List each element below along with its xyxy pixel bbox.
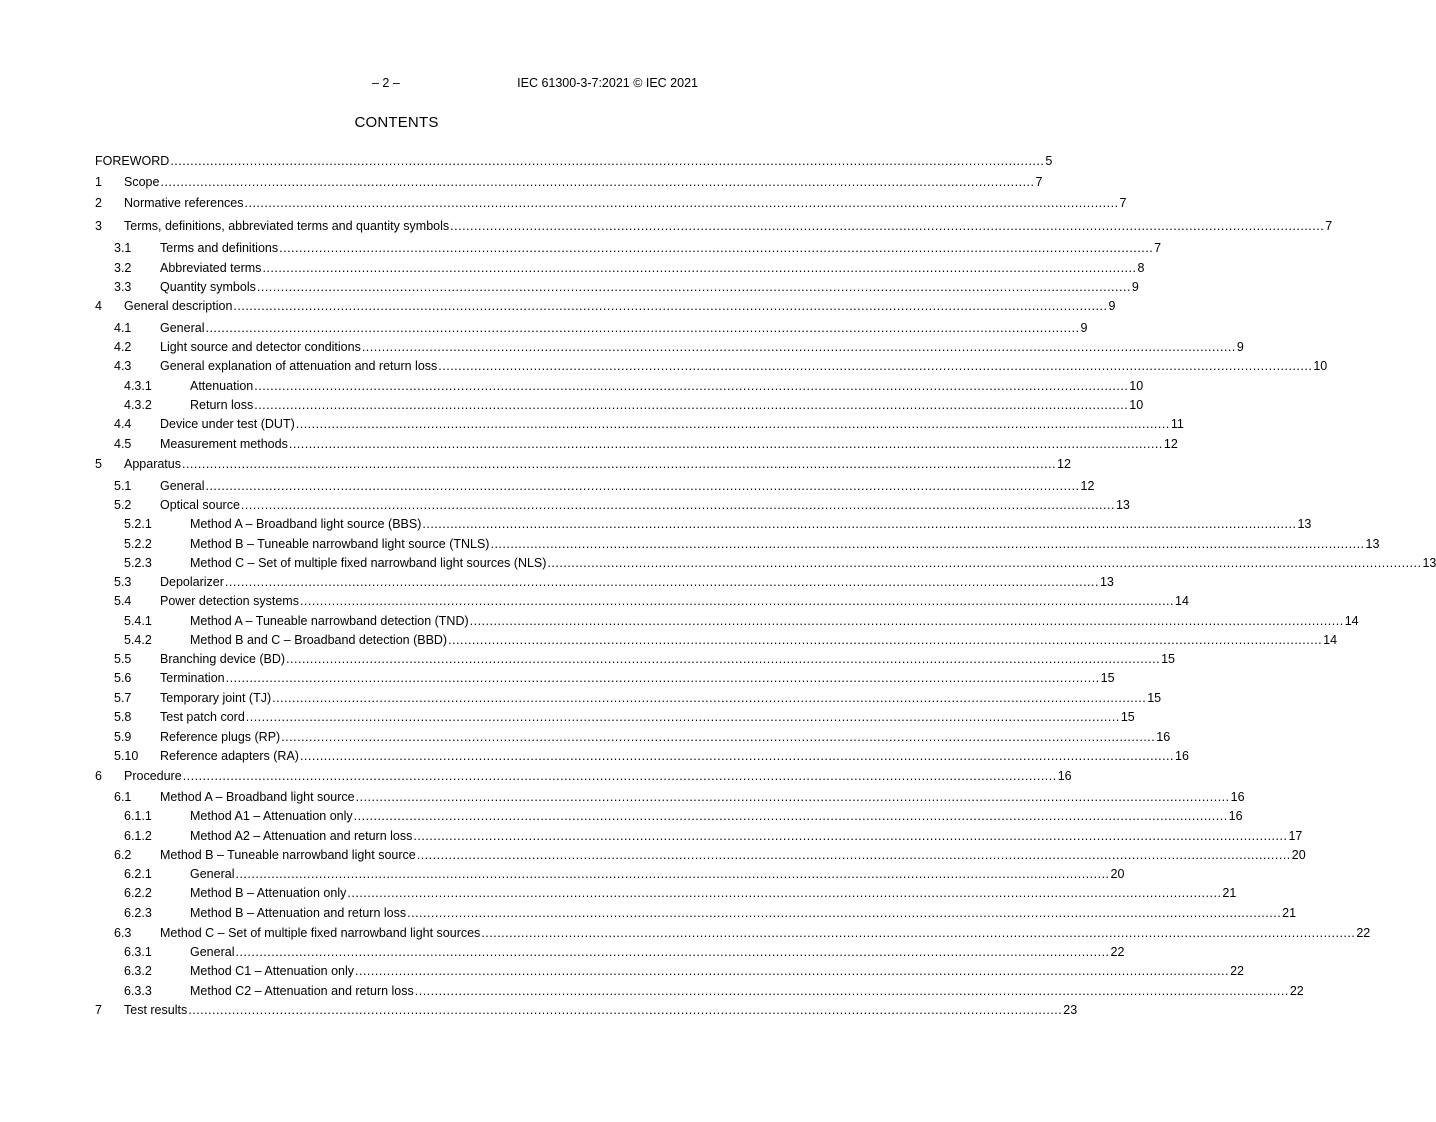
toc-entry-label: Termination (160, 671, 225, 685)
toc-entry-page: 22 (1289, 984, 1304, 998)
toc-entry-label: Method B – Attenuation and return loss (190, 906, 407, 920)
toc-entry-page: 7 (1035, 175, 1043, 189)
toc-entry-number: 3.1 (114, 241, 132, 255)
toc-entry-page: 9 (1080, 321, 1088, 335)
toc-entry[interactable] (95, 416, 1184, 432)
toc-leader-dots: ............................................................................................................................................................................................................................ (205, 321, 1080, 335)
toc-entry-page: 22 (1110, 945, 1125, 959)
toc-leader-dots: ............................................................................................................................................................................................................................ (181, 457, 1057, 471)
toc-entry-line (190, 828, 1303, 844)
toc-leader-dots: ............................................................................................................................................................................................................................ (299, 749, 1174, 763)
toc-leader-dots: ............................................................................................................................................................................................................................ (188, 1003, 1063, 1017)
toc-entry-line (190, 905, 1297, 921)
toc-leader-dots: ............................................................................................................................................................................................................................ (244, 196, 1119, 210)
toc-entry[interactable] (95, 574, 1114, 590)
toc-leader-dots: ............................................................................................................................................................................................................................ (414, 984, 1289, 998)
toc-entry[interactable] (95, 709, 1135, 725)
toc-entry-line (160, 339, 1244, 355)
toc-leader-dots: ............................................................................................................................................................................................................................ (299, 594, 1174, 608)
toc-entry[interactable] (95, 218, 1333, 234)
toc-entry[interactable] (95, 436, 1178, 452)
toc-entry[interactable] (95, 397, 1144, 413)
toc-entry-line (190, 885, 1237, 901)
toc-entry-page: 13 (1115, 498, 1130, 512)
toc-entry-page: 15 (1161, 652, 1176, 666)
toc-entry-page: 7 (1154, 241, 1162, 255)
toc-entry-line (160, 748, 1189, 764)
toc-entry-line (160, 925, 1371, 941)
toc-leader-dots: ............................................................................................................................................................................................................................ (353, 809, 1228, 823)
toc-entry-number: 1 (95, 175, 102, 189)
toc-entry-label: Method A – Broadband light source (160, 790, 355, 804)
toc-entry-label: Depolarizer (160, 575, 224, 589)
toc-entry-page: 14 (1344, 614, 1359, 628)
toc-entry-page: 7 (1325, 219, 1333, 233)
toc-entry-line (160, 497, 1130, 513)
toc-entry[interactable] (95, 593, 1189, 609)
toc-entry-page: 15 (1100, 671, 1115, 685)
toc-entry-number: 6.2 (114, 848, 132, 862)
toc-leader-dots: ............................................................................................................................................................................................................................ (288, 437, 1163, 451)
toc-entry-line (160, 729, 1171, 745)
toc-entry-label: Method B – Tuneable narrowband light source (160, 848, 416, 862)
toc-entry[interactable] (95, 690, 1162, 706)
toc-entry-label: Apparatus (124, 457, 181, 471)
toc-entry-label: Method B – Attenuation only (190, 886, 347, 900)
toc-entry-page: 10 (1129, 379, 1144, 393)
toc-entry[interactable] (95, 670, 1115, 686)
toc-entry-label: Method C1 – Attenuation only (190, 964, 355, 978)
toc-entry-page: 10 (1313, 359, 1328, 373)
toc-entry-line (160, 709, 1135, 725)
toc-entry-number: 5 (95, 457, 102, 471)
toc-entry-label: General explanation of attenuation and return loss (160, 359, 438, 373)
toc-leader-dots: ............................................................................................................................................................................................................................ (256, 280, 1131, 294)
toc-entry-line (190, 632, 1338, 648)
toc-entry-number: 5.1 (114, 479, 132, 493)
toc-leader-dots: ............................................................................................................................................................................................................................ (413, 829, 1288, 843)
toc-entry-number: 6.1.1 (124, 809, 152, 823)
toc-entry[interactable] (95, 866, 1125, 882)
toc-entry-page: 10 (1129, 398, 1144, 412)
toc-leader-dots: ............................................................................................................................................................................................................................ (235, 945, 1110, 959)
toc-entry-line (160, 690, 1162, 706)
toc-entry-number: 5.10 (114, 749, 139, 763)
toc-entry[interactable] (95, 925, 1371, 941)
toc-entry[interactable] (95, 378, 1144, 394)
toc-entry-number: 5.2.2 (124, 537, 152, 551)
toc-entry[interactable] (95, 963, 1244, 979)
toc-entry-label: Measurement methods (160, 437, 288, 451)
toc-entry[interactable] (95, 808, 1243, 824)
toc-entry-page: 17 (1288, 829, 1303, 843)
toc-entry-page: 16 (1230, 790, 1245, 804)
toc-entry[interactable] (95, 983, 1304, 999)
toc-entry-number: 3 (95, 219, 102, 233)
toc-entry-line (160, 593, 1189, 609)
toc-entry-number: 5.2 (114, 498, 132, 512)
toc-entry-page: 9 (1108, 299, 1116, 313)
toc-entry-label: Method A2 – Attenuation and return loss (190, 829, 413, 843)
toc-entry-page: 8 (1137, 261, 1145, 275)
toc-leader-dots: ............................................................................................................................................................................................................................ (233, 299, 1108, 313)
toc-leader-dots: ............................................................................................................................................................................................................................ (547, 556, 1422, 570)
toc-entry-number: 4 (95, 299, 102, 313)
toc-entry-line (124, 456, 1071, 472)
toc-entry-number: 6.1 (114, 790, 132, 804)
toc-entry[interactable] (95, 905, 1297, 921)
toc-entry-line (124, 218, 1333, 234)
toc-entry-number: 4.3.2 (124, 398, 152, 412)
toc-entry-line (190, 555, 1436, 571)
toc-leader-dots: ............................................................................................................................................................................................................................ (355, 790, 1230, 804)
toc-entry-label: Method C2 – Attenuation and return loss (190, 984, 414, 998)
toc-entry-line (160, 651, 1176, 667)
toc-entry-line (160, 574, 1114, 590)
toc-entry-page: 12 (1163, 437, 1178, 451)
toc-entry-label: Power detection systems (160, 594, 299, 608)
toc-entry-line (160, 670, 1115, 686)
toc-entry-page: 16 (1156, 730, 1171, 744)
toc-entry-label: Return loss (190, 398, 254, 412)
toc-entry-label: Terms, definitions, abbreviated terms and quantity symbols (124, 219, 450, 233)
toc-entry-label: Device under test (DUT) (160, 417, 295, 431)
toc-entry-label: General (160, 321, 205, 335)
toc-entry[interactable] (95, 847, 1306, 863)
standard-reference: IEC 61300-3-7:2021 © IEC 2021 (517, 76, 698, 90)
toc-entry[interactable] (95, 153, 1053, 169)
toc-entry-number: 5.9 (114, 730, 132, 744)
toc-entry-line (190, 516, 1312, 532)
toc-leader-dots: ............................................................................................................................................................................................................................ (361, 340, 1236, 354)
toc-entry-number: 5.6 (114, 671, 132, 685)
toc-entry-number: 6.3.1 (124, 945, 152, 959)
toc-entry-label: Temporary joint (TJ) (160, 691, 272, 705)
toc-entry-page: 13 (1099, 575, 1114, 589)
toc-entry-number: 4.3 (114, 359, 132, 373)
toc-entry-line (95, 153, 1053, 169)
toc-entry-label: Method B and C – Broadband detection (BBD) (190, 633, 448, 647)
toc-leader-dots: ............................................................................................................................................................................................................................ (481, 926, 1356, 940)
toc-entry-page: 20 (1110, 867, 1125, 881)
toc-entry-label: Light source and detector conditions (160, 340, 361, 354)
toc-entry-page: 9 (1236, 340, 1244, 354)
toc-entry-page: 11 (1170, 417, 1184, 431)
toc-entry-line (124, 768, 1072, 784)
toc-entry[interactable] (95, 789, 1245, 805)
toc-leader-dots: ............................................................................................................................................................................................................................ (205, 479, 1080, 493)
toc-entry-line (160, 789, 1245, 805)
toc-entry-number: 3.2 (114, 261, 132, 275)
toc-entry-number: 4.2 (114, 340, 132, 354)
toc-entry-label: Attenuation (190, 379, 254, 393)
toc-entry-label: General description (124, 299, 233, 313)
toc-entry-line (160, 260, 1145, 276)
toc-leader-dots: ............................................................................................................................................................................................................................ (450, 219, 1325, 233)
toc-entry-number: 6.3.2 (124, 964, 152, 978)
toc-entry-number: 5.7 (114, 691, 132, 705)
toc-entry-label: Quantity symbols (160, 280, 256, 294)
toc-entry-number: 4.1 (114, 321, 132, 335)
toc-leader-dots: ............................................................................................................................................................................................................................ (224, 575, 1099, 589)
toc-entry-number: 6.2.1 (124, 867, 152, 881)
toc-entry-line (124, 174, 1043, 190)
toc-entry-page: 16 (1228, 809, 1243, 823)
toc-entry-label: General (190, 945, 235, 959)
toc-entry[interactable] (95, 320, 1088, 336)
toc-entry-page: 12 (1057, 457, 1071, 471)
toc-entry-label: Method B – Tuneable narrowband light source (TNLS) (190, 537, 490, 551)
toc-entry-line (160, 847, 1306, 863)
toc-entry-label: Terms and definitions (160, 241, 279, 255)
toc-entry[interactable] (95, 456, 1071, 472)
toc-entry-line (160, 240, 1162, 256)
toc-entry-page: 23 (1063, 1003, 1078, 1017)
toc-entry-page: 13 (1297, 517, 1312, 531)
toc-entry-page: 14 (1323, 633, 1338, 647)
toc-entry-number: 5.2.3 (124, 556, 152, 570)
toc-entry-label: General (190, 867, 235, 881)
toc-leader-dots: ............................................................................................................................................................................................................................ (448, 633, 1323, 647)
toc-leader-dots: ............................................................................................................................................................................................................................ (355, 964, 1230, 978)
toc-entry-line (160, 320, 1088, 336)
toc-entry[interactable] (95, 358, 1328, 374)
toc-entry-number: 5.2.1 (124, 517, 152, 531)
toc-entry-number: 2 (95, 196, 102, 210)
toc-entry-line (190, 808, 1243, 824)
toc-entry-line (190, 866, 1125, 882)
toc-entry-label: Scope (124, 175, 160, 189)
toc-entry-line (190, 613, 1359, 629)
toc-entry-page: 13 (1365, 537, 1380, 551)
toc-entry-line (160, 436, 1178, 452)
toc-leader-dots: ............................................................................................................................................................................................................................ (170, 154, 1045, 168)
toc-leader-dots: ............................................................................................................................................................................................................................ (245, 710, 1120, 724)
toc-entry-label: Method A1 – Attenuation only (190, 809, 353, 823)
toc-leader-dots: ............................................................................................................................................................................................................................ (286, 652, 1161, 666)
toc-entry-line (160, 279, 1139, 295)
toc-entry-number: 5.5 (114, 652, 132, 666)
toc-entry-number: 3.3 (114, 280, 132, 294)
toc-entry-line (124, 298, 1116, 314)
toc-entry-label: Procedure (124, 769, 182, 783)
toc-entry-label: Method C – Set of multiple fixed narrowband light sources (NLS) (190, 556, 547, 570)
toc-entry-number: 5.4.2 (124, 633, 152, 647)
toc-entry-number: 6.1.2 (124, 829, 152, 843)
toc-entry-line (160, 358, 1328, 374)
toc-entry-line (124, 1002, 1078, 1018)
toc-entry-line (160, 416, 1184, 432)
toc-entry-label: General (160, 479, 205, 493)
toc-entry[interactable] (95, 339, 1244, 355)
toc-leader-dots: ............................................................................................................................................................................................................................ (295, 417, 1170, 431)
toc-entry[interactable] (95, 497, 1130, 513)
toc-entry-number: 6.2.2 (124, 886, 152, 900)
toc-entry-label: FOREWORD (95, 154, 170, 168)
toc-entry-number: 6.2.3 (124, 906, 152, 920)
toc-entry[interactable] (95, 260, 1145, 276)
toc-entry[interactable] (95, 536, 1380, 552)
toc-leader-dots: ............................................................................................................................................................................................................................ (254, 379, 1129, 393)
toc-leader-dots: ............................................................................................................................................................................................................................ (272, 691, 1147, 705)
toc-leader-dots: ............................................................................................................................................................................................................................ (469, 614, 1344, 628)
toc-entry-number: 6.3.3 (124, 984, 152, 998)
toc-entry-label: Method A – Tuneable narrowband detection (TND) (190, 614, 469, 628)
toc-entry-number: 7 (95, 1003, 102, 1017)
toc-leader-dots: ............................................................................................................................................................................................................................ (490, 537, 1365, 551)
toc-entry-line (190, 944, 1125, 960)
toc-entry-line (160, 478, 1095, 494)
toc-entry[interactable] (95, 555, 1436, 571)
toc-entry-label: Test patch cord (160, 710, 245, 724)
toc-entry[interactable] (95, 729, 1171, 745)
toc-entry-line (124, 195, 1127, 211)
toc-entry-page: 22 (1230, 964, 1244, 978)
toc-entry-page: 16 (1057, 769, 1072, 783)
toc-entry-line (190, 983, 1304, 999)
toc-entry-number: 4.4 (114, 417, 132, 431)
toc-entry[interactable] (95, 478, 1095, 494)
toc-entry-line (190, 536, 1380, 552)
toc-entry-page: 20 (1291, 848, 1306, 862)
toc-entry-page: 5 (1045, 154, 1053, 168)
toc-leader-dots: ............................................................................................................................................................................................................................ (422, 517, 1297, 531)
toc-entry[interactable] (95, 174, 1043, 190)
toc-entry[interactable] (95, 632, 1338, 648)
toc-leader-dots: ............................................................................................................................................................................................................................ (235, 867, 1110, 881)
toc-leader-dots: ............................................................................................................................................................................................................................ (438, 359, 1313, 373)
page-title: CONTENTS (354, 114, 439, 131)
toc-entry-page: 12 (1080, 479, 1095, 493)
toc-entry-number: 5.8 (114, 710, 132, 724)
toc-entry-page: 7 (1119, 196, 1127, 210)
toc-entry[interactable] (95, 298, 1116, 314)
toc-entry-label: Method A – Broadband light source (BBS) (190, 517, 422, 531)
toc-entry-label: Branching device (BD) (160, 652, 286, 666)
toc-entry[interactable] (95, 828, 1303, 844)
toc-leader-dots: ............................................................................................................................................................................................................................ (416, 848, 1291, 862)
toc-entry-page: 15 (1147, 691, 1162, 705)
toc-leader-dots: ............................................................................................................................................................................................................................ (407, 906, 1282, 920)
toc-leader-dots: ............................................................................................................................................................................................................................ (281, 730, 1156, 744)
toc-entry-label: Reference adapters (RA) (160, 749, 299, 763)
toc-entry-label: Optical source (160, 498, 240, 512)
toc-entry[interactable] (95, 651, 1176, 667)
toc-entry[interactable] (95, 279, 1139, 295)
toc-entry[interactable] (95, 240, 1162, 256)
toc-entry[interactable] (95, 516, 1312, 532)
toc-entry[interactable] (95, 885, 1237, 901)
toc-entry-number: 5.3 (114, 575, 132, 589)
toc-entry[interactable] (95, 768, 1072, 784)
toc-leader-dots: ............................................................................................................................................................................................................................ (262, 261, 1137, 275)
toc-entry-label: Method C – Set of multiple fixed narrowband light sources (160, 926, 481, 940)
toc-entry-number: 4.5 (114, 437, 132, 451)
toc-leader-dots: ............................................................................................................................................................................................................................ (279, 241, 1154, 255)
toc-leader-dots: ............................................................................................................................................................................................................................ (347, 886, 1222, 900)
toc-entry-label: Abbreviated terms (160, 261, 262, 275)
toc-entry-number: 4.3.1 (124, 379, 152, 393)
toc-entry-page: 13 (1422, 556, 1436, 570)
toc-leader-dots: ............................................................................................................................................................................................................................ (240, 498, 1115, 512)
toc-entry-line (190, 397, 1144, 413)
toc-entry-number: 6.3 (114, 926, 132, 940)
page-number: – 2 – (372, 76, 400, 90)
toc-entry-page: 14 (1175, 594, 1189, 608)
toc-entry-number: 6 (95, 769, 102, 783)
toc-leader-dots: ............................................................................................................................................................................................................................ (182, 769, 1057, 783)
toc-entry-page: 15 (1120, 710, 1135, 724)
toc-entry[interactable] (95, 1002, 1078, 1018)
toc-entry[interactable] (95, 613, 1359, 629)
toc-entry-page: 21 (1222, 886, 1237, 900)
toc-entry-page: 22 (1356, 926, 1371, 940)
toc-entry-page: 21 (1282, 906, 1297, 920)
toc-entry[interactable] (95, 195, 1127, 211)
toc-entry-number: 5.4 (114, 594, 132, 608)
toc-leader-dots: ............................................................................................................................................................................................................................ (225, 671, 1100, 685)
toc-leader-dots: ............................................................................................................................................................................................................................ (254, 398, 1129, 412)
toc-leader-dots: ............................................................................................................................................................................................................................ (160, 175, 1035, 189)
toc-entry-label: Normative references (124, 196, 244, 210)
toc-entry-label: Reference plugs (RP) (160, 730, 281, 744)
toc-entry-line (190, 963, 1244, 979)
toc-entry-number: 5.4.1 (124, 614, 152, 628)
toc-entry-label: Test results (124, 1003, 188, 1017)
toc-entry[interactable] (95, 748, 1189, 764)
toc-entry[interactable] (95, 944, 1125, 960)
page-header (95, 76, 698, 92)
toc-entry-page: 9 (1131, 280, 1139, 294)
toc-entry-page: 16 (1175, 749, 1189, 763)
toc-entry-line (190, 378, 1144, 394)
